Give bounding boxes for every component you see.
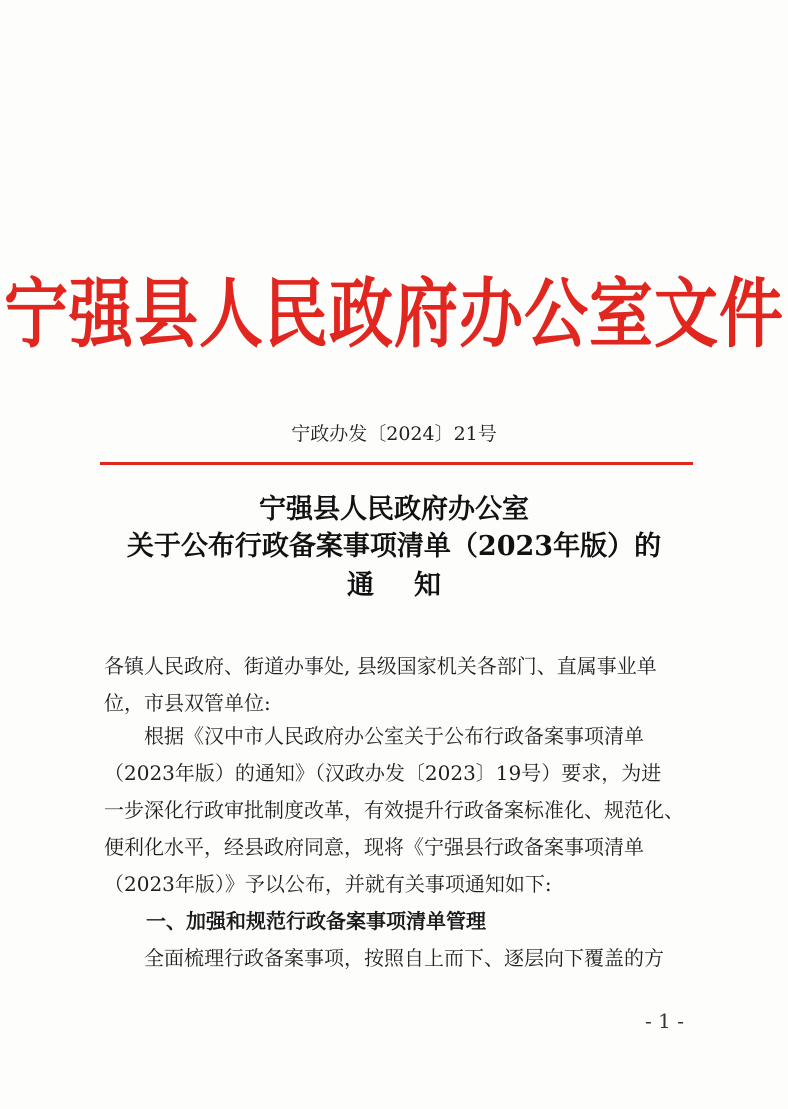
- paragraph-line: （2023年版）》予以公布，并就有关事项通知如下:: [104, 872, 552, 896]
- document-masthead: 宁强县人民政府办公室文件: [4, 270, 784, 359]
- title-line-3: 通知: [347, 570, 481, 601]
- paragraph-line: 便利化水平，经县政府同意，现将《宁强县行政备案事项清单: [104, 835, 644, 859]
- body-paragraph-1: [104, 718, 694, 903]
- title-line-2: 关于公布行政备案事项清单（2023年版）的: [126, 531, 662, 562]
- paragraph-line: 全面梳理行政备案事项，按照自上而下、逐层向下覆盖的方: [104, 946, 664, 970]
- addressee-line: 位，市县双管单位:: [104, 691, 271, 715]
- red-divider-line: [100, 462, 693, 465]
- body-paragraph-2: [104, 940, 694, 977]
- paragraph-line: 根据《汉中市人民政府办公室关于公布行政备案事项清单: [104, 724, 644, 748]
- document-number: 宁政办发〔2024〕21号: [291, 423, 497, 445]
- page-number: - 1 -: [645, 1009, 684, 1033]
- section-heading: 一、加强和规范行政备案事项清单管理: [146, 909, 486, 933]
- paragraph-line: （2023年版）的通知》（汉政办发〔2023〕19号）要求，为进: [104, 761, 662, 785]
- addressee-line: 各镇人民政府、街道办事处, 县级国家机关各部门、直属事业单: [104, 654, 657, 678]
- paragraph-line: 一步深化行政审批制度改革，有效提升行政备案标准化、规范化、: [104, 798, 684, 822]
- title-line-1: 宁强县人民政府办公室: [259, 494, 529, 525]
- addressee-block: [104, 648, 694, 722]
